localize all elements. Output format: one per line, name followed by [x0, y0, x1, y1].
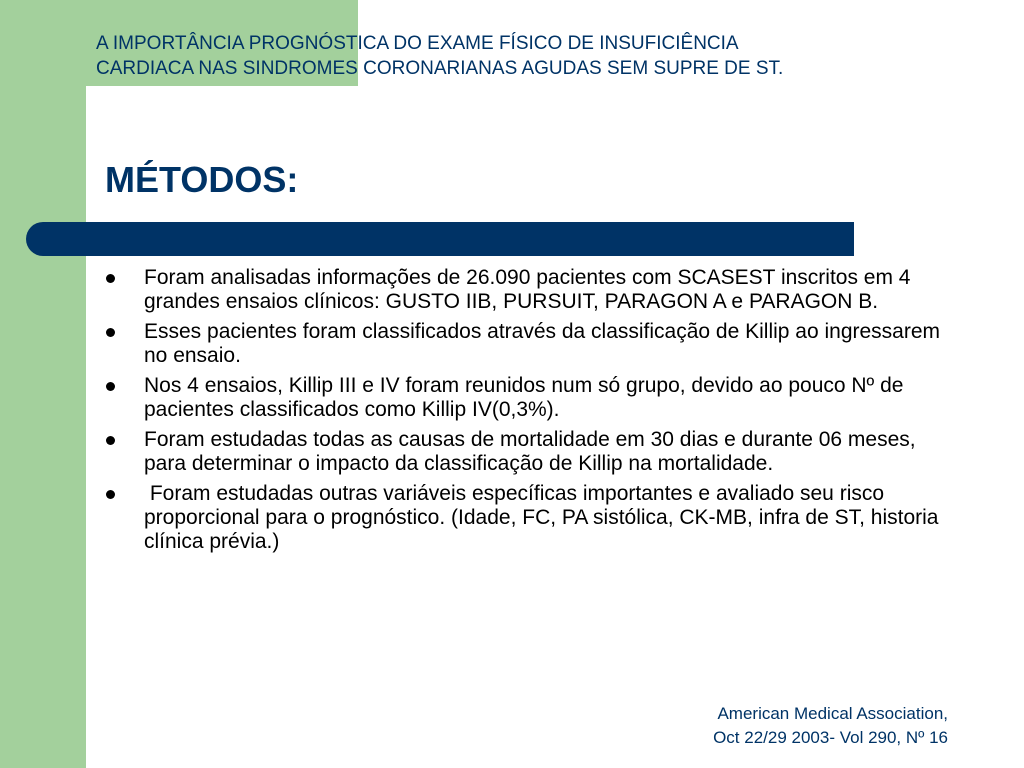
citation — [713, 702, 948, 750]
blue-divider-band — [26, 222, 854, 256]
bullet-item — [103, 482, 963, 554]
citation-line-2: Oct 22/29 2003- Vol 290, Nº 16 — [713, 728, 948, 747]
bullet-list — [103, 266, 963, 560]
rounded-corner — [86, 86, 146, 146]
bullet-dot-icon — [106, 382, 115, 391]
bullet-text: Esses pacientes foram classificados através da classificação de Killip ao ingressarem no ensaio. — [144, 320, 941, 367]
bullet-dot-icon — [106, 274, 115, 283]
bullet-dot-icon — [106, 436, 115, 445]
section-title: MÉTODOS: — [105, 159, 299, 200]
bullet-text: Foram estudadas todas as causas de mortalidade em 30 dias e durante 06 meses, para determinar o impacto da classificação de Killip na mortalidade. — [144, 428, 916, 475]
bullet-item — [103, 374, 963, 422]
bullet-text: Foram analisadas informações de 26.090 pacientes com SCASEST inscritos em 4 grandes ensaios clínicos: GUSTO IIB, PURSUIT, PARAGON A e PARAGON B. — [144, 266, 911, 313]
bullet-text: Foram estudadas outras variáveis específicas importantes e avaliado seu risco proporcional para o prognóstico. (Idade, FC, PA sistólica, CK-MB, infra de ST, historia clínica prévia.) — [144, 482, 945, 553]
bullet-item — [103, 320, 963, 368]
bullet-dot-icon — [106, 328, 115, 337]
bullet-item — [103, 266, 963, 314]
green-side-bar — [0, 0, 86, 768]
citation-line-1: American Medical Association, — [717, 704, 948, 723]
bullet-text: Nos 4 ensaios, Killip III e IV foram reunidos num só grupo, devido ao pouco Nº de pacientes classificados como Killip IV(0,3%). — [144, 374, 904, 421]
slide-header-title: A IMPORTÂNCIA PROGNÓSTICA DO EXAME FÍSICO DE INSUFICIÊNCIA CARDIACA NAS SINDROMES CORONARIANAS AGUDAS SEM SUPRE DE ST. — [96, 33, 784, 79]
bullet-dot-icon — [106, 490, 115, 499]
bullet-item — [103, 428, 963, 476]
